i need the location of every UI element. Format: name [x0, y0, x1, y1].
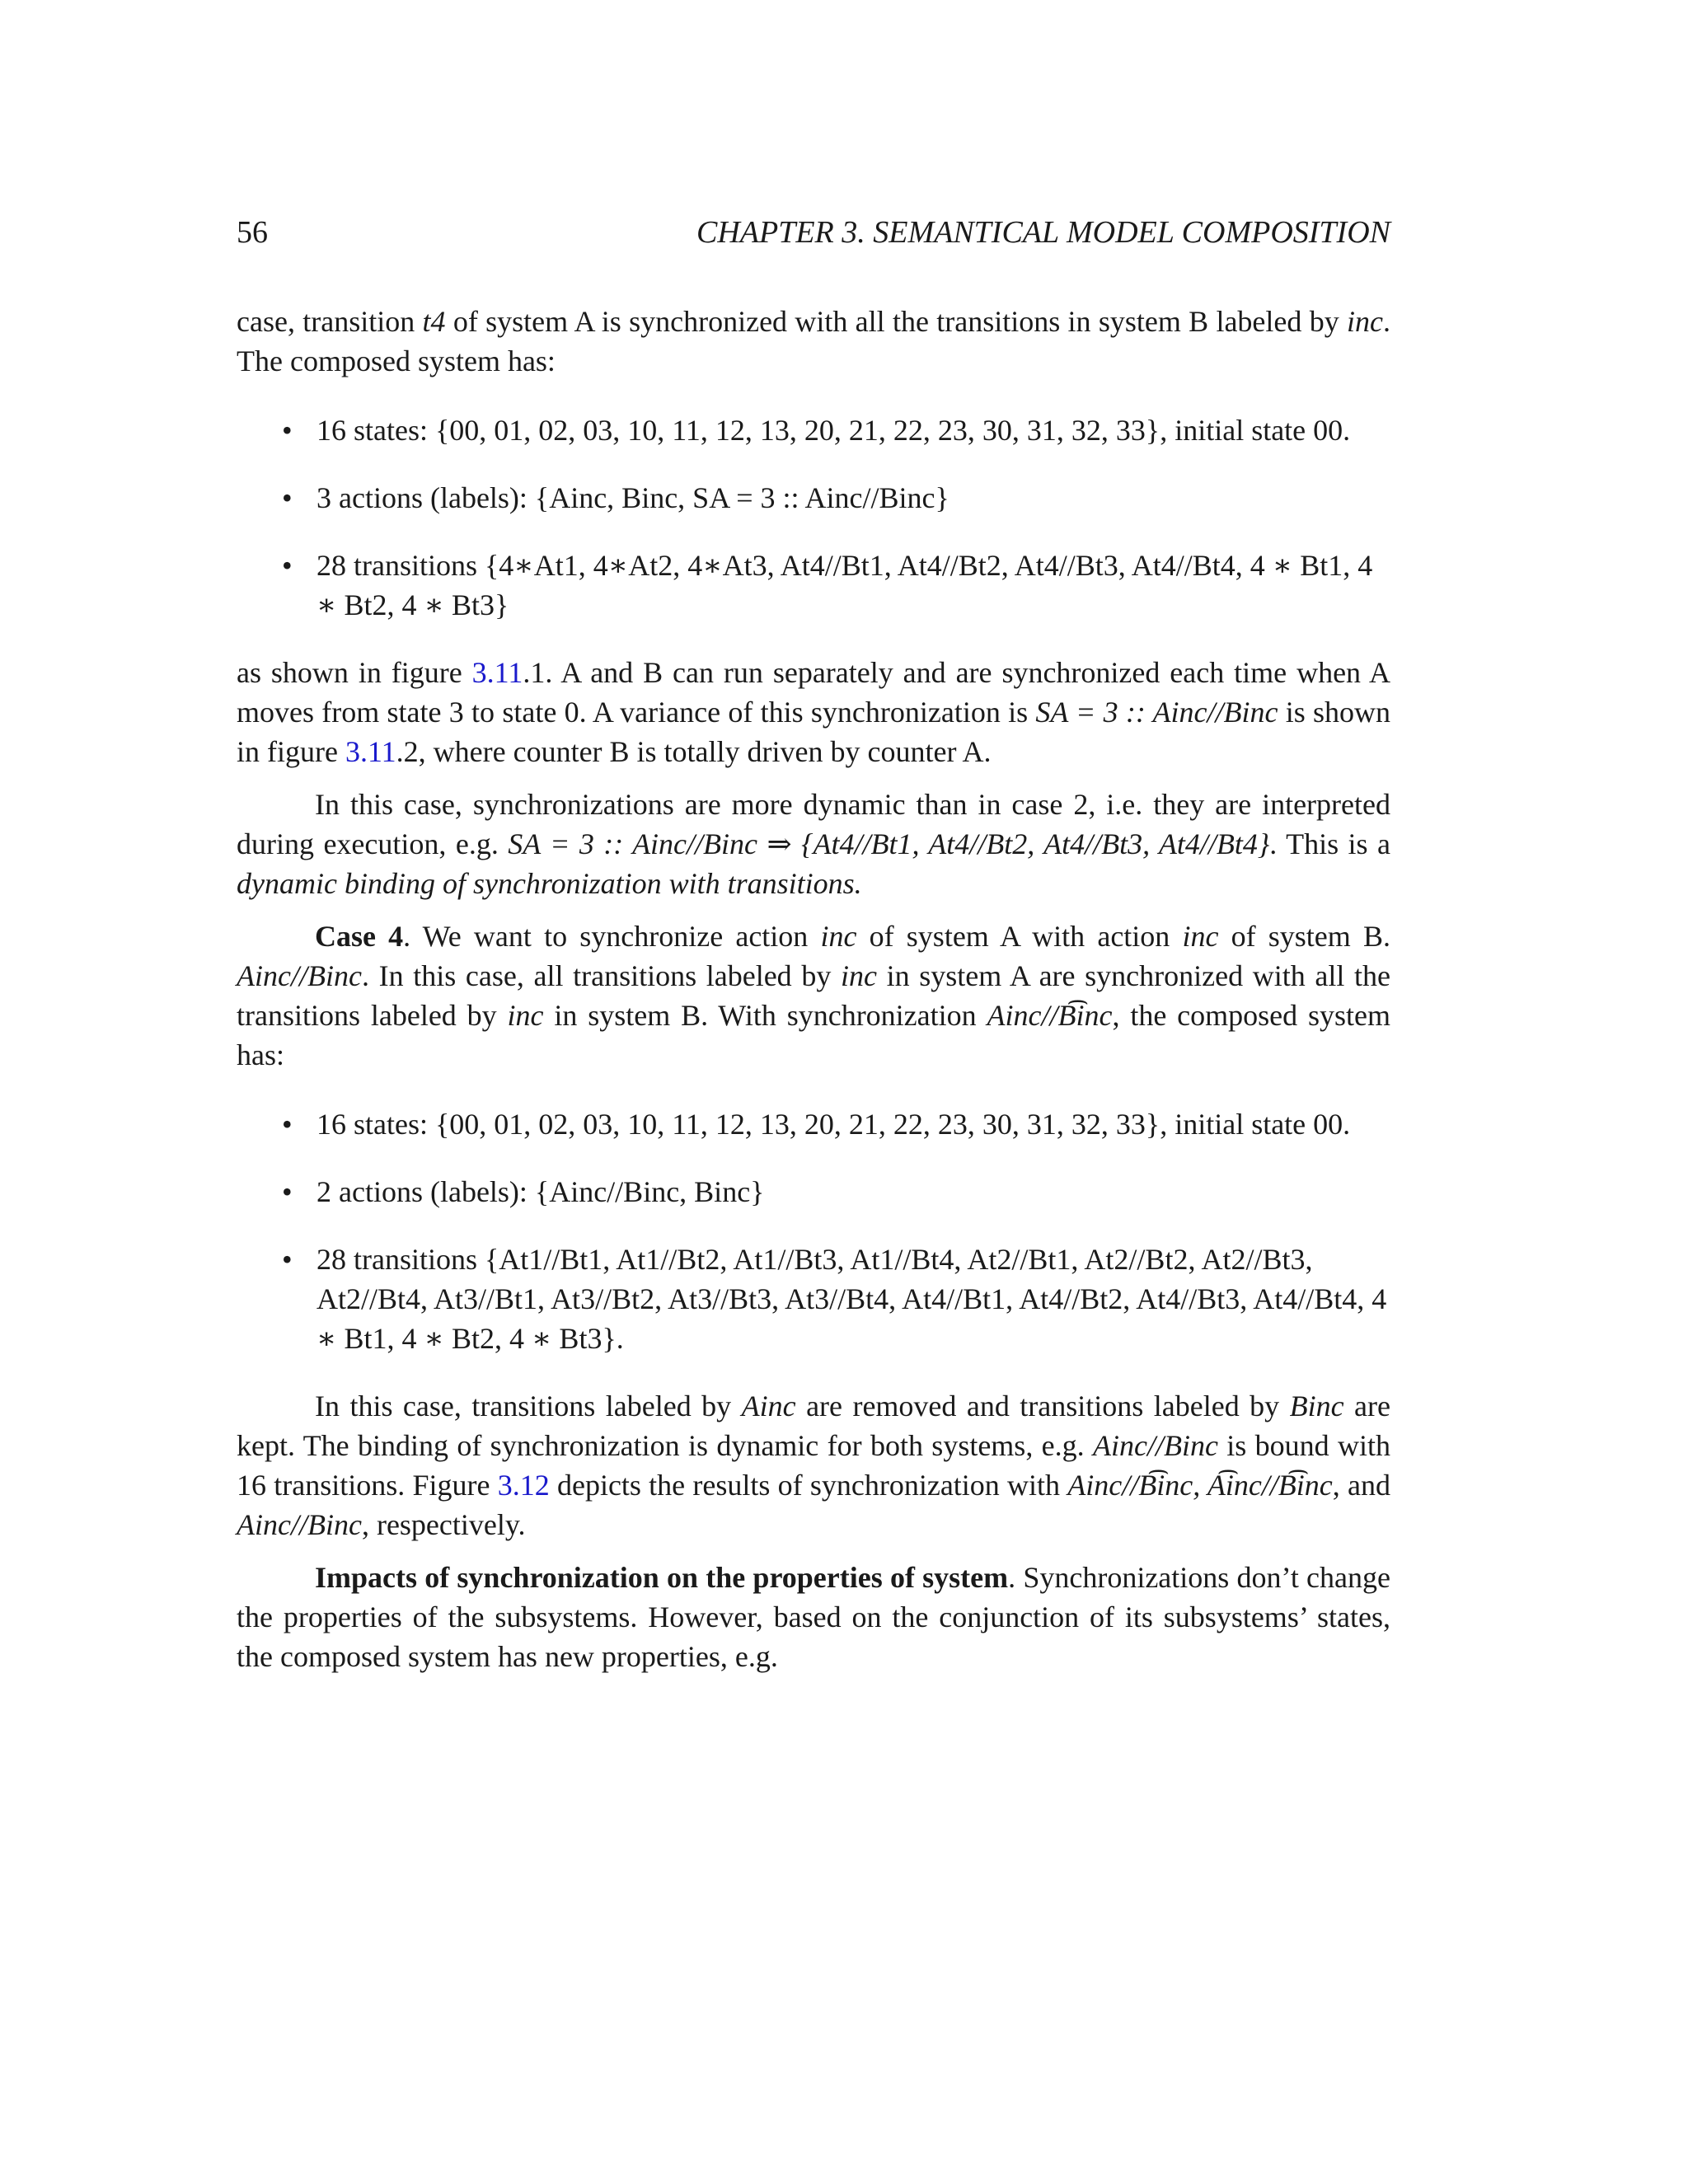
paragraph-3: In this case, synchronizations are more dynamic than in case 2, i.e. they are interpreted during execution, e.g. SA = 3 :: Ainc//Binc ⇒ {At4//Bt1, At4//Bt2, At4//Bt3, At4//Bt4}. This is a dynamic binding of synchronization with transitions.: [237, 788, 1390, 900]
list-item: • 16 states: {00, 01, 02, 03, 10, 11, 12, 13, 20, 21, 22, 23, 30, 31, 32, 33}, initial state 00.: [237, 410, 1390, 450]
page-body: [237, 302, 1390, 1676]
bullet-icon: •: [282, 481, 293, 514]
figure-link[interactable]: 3.11: [345, 735, 396, 768]
case-heading: Case 4: [315, 920, 404, 953]
paragraph-2: as shown in figure 3.11.1. A and B can run separately and are synchronized each time when A moves from state 3 to state 0. A variance of this synchronization is SA = 3 :: Ainc//Binc is shown in figure 3.11.2, where counter B is totally driven by counter A.: [237, 656, 1390, 768]
bullet-icon: •: [282, 1243, 293, 1276]
paragraph-1: case, transition t4 of system A is synchronized with all the transitions in system B labeled by inc. The composed system has:: [237, 305, 1390, 377]
list-item: • 3 actions (labels): {Ainc, Binc, SA = 3 :: Ainc//Binc}: [237, 478, 1390, 518]
figure-link[interactable]: 3.12: [497, 1469, 550, 1502]
bullet-icon: •: [282, 549, 293, 582]
paragraph-5: In this case, transitions labeled by Ainc are removed and transitions labeled by Binc are kept. The binding of synchronization is dynamic for both systems, e.g. Ainc//Binc is bound with 16 transitions. Figure 3.12 depicts the results of synchronization with Ainc//B͡inc, A͡inc//B͡inc, and Ainc//Binc, respectively.: [237, 1390, 1391, 1541]
page-number: 56: [237, 215, 268, 250]
composed-system-list-1: [237, 410, 1390, 625]
paragraph-impacts: Impacts of synchronization on the properties of system. Synchronizations don’t change the properties of the subsystems. However, based on the conjunction of its subsystems’ states, the composed system has new properties, e.g.: [237, 1561, 1390, 1673]
figure-link[interactable]: 3.11: [471, 656, 523, 689]
list-item: • 28 transitions {At1//Bt1, At1//Bt2, At1//Bt3, At1//Bt4, At2//Bt1, At2//Bt2, At2//Bt3, At2//Bt4, At3//Bt1, At3//Bt2, At3//Bt3, At3//Bt4, At4//Bt1, At4//Bt2, At4//Bt3, At4//Bt4, 4 ∗ Bt1, 4 ∗ Bt2, 4 ∗ Bt3}.: [237, 1240, 1390, 1358]
page-header: [237, 213, 1390, 254]
list-item: • 2 actions (labels): {Ainc//Binc, Binc}: [237, 1172, 1390, 1212]
running-header-chapter: CHAPTER 3. SEMANTICAL MODEL COMPOSITION: [696, 215, 1390, 250]
bullet-icon: •: [282, 1108, 293, 1141]
paragraph-heading: Impacts of synchronization on the properties of system: [315, 1561, 1009, 1594]
paragraph-case-4: Case 4. We want to synchronize action inc of system A with action inc of system B. Ainc//Binc. In this case, all transitions labeled by inc in system A are synchronized with all the transitions labeled by inc in system B. With synchronization Ainc//B͡inc, the composed system has:: [237, 920, 1390, 1071]
composed-system-list-2: [237, 1104, 1390, 1358]
list-item: • 16 states: {00, 01, 02, 03, 10, 11, 12, 13, 20, 21, 22, 23, 30, 31, 32, 33}, initial state 00.: [237, 1104, 1390, 1144]
bullet-icon: •: [282, 1175, 293, 1208]
list-item: • 28 transitions {4∗At1, 4∗At2, 4∗At3, At4//Bt1, At4//Bt2, At4//Bt3, At4//Bt4, 4 ∗ Bt1, 4 ∗ Bt2, 4 ∗ Bt3}: [237, 546, 1390, 625]
bullet-icon: •: [282, 414, 293, 447]
